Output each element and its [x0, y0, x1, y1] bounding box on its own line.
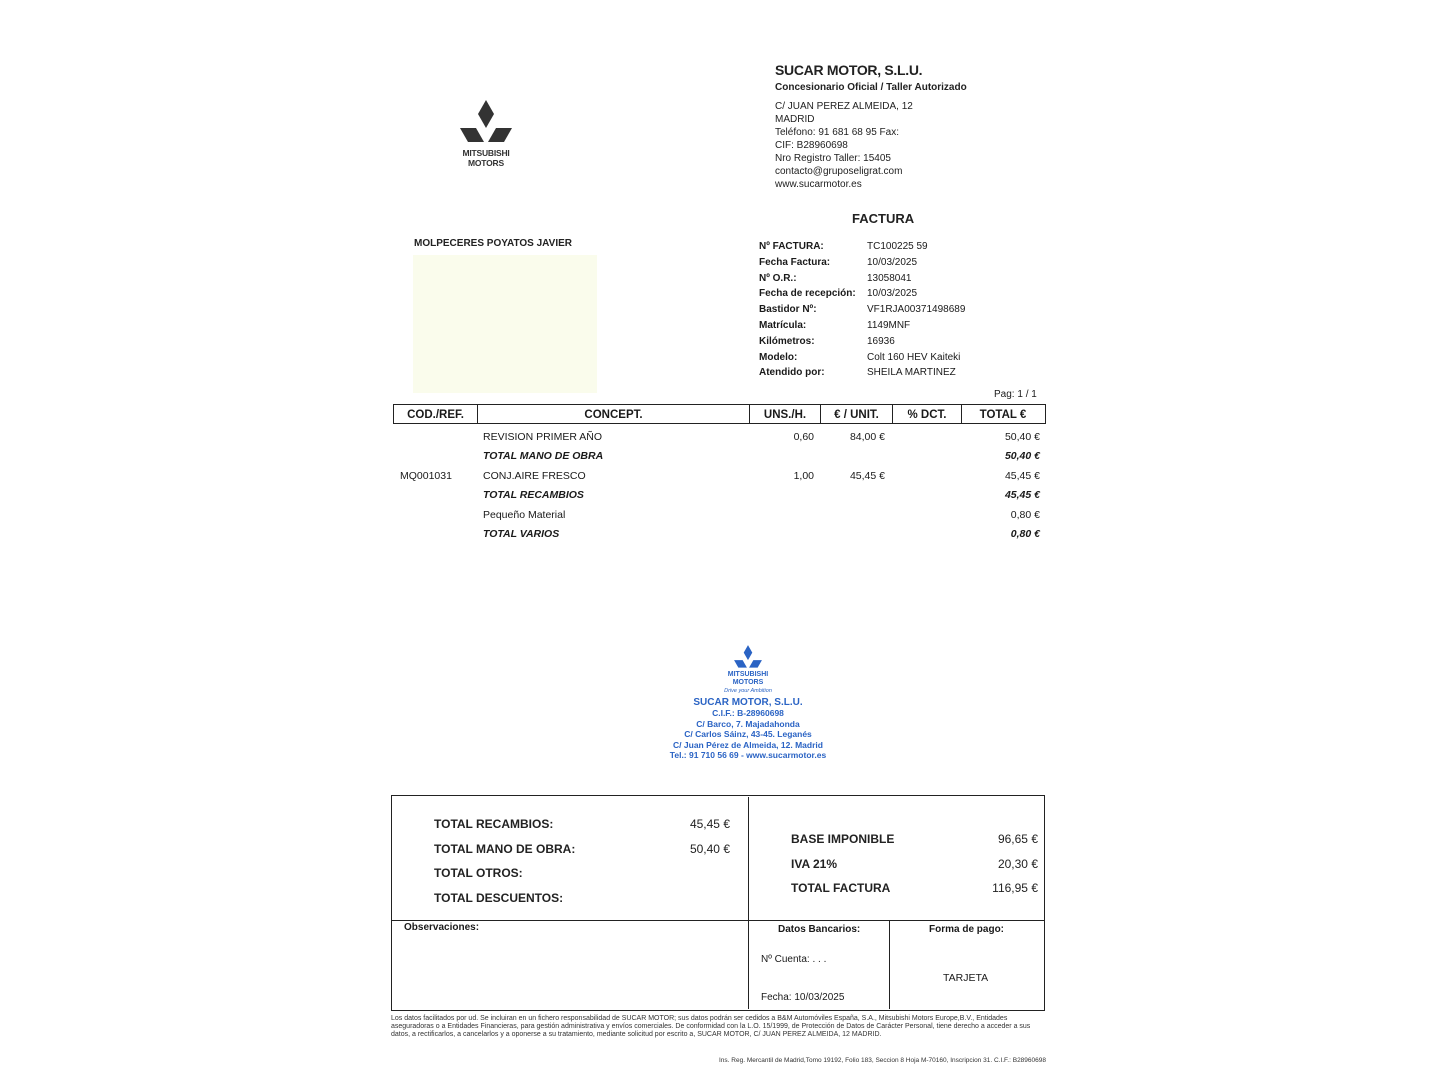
- col-header-discount: % DCT.: [893, 405, 962, 423]
- stamp-brand-line1: MITSUBISHI: [727, 671, 769, 678]
- summary-value: 50,40 €: [689, 842, 730, 856]
- meta-row: [759, 241, 965, 257]
- summary-label: BASE IMPONIBLE: [791, 832, 895, 846]
- stamp-company-name: SUCAR MOTOR, S.L.U.: [693, 697, 803, 708]
- meta-label: Matrícula:: [759, 319, 807, 331]
- stamp-tagline: Drive your Ambition: [724, 688, 772, 694]
- row-total: 0,80 €: [1010, 528, 1040, 540]
- logo-brand-line1: MITSUBISHI: [462, 148, 510, 158]
- summary-label: TOTAL FACTURA: [791, 881, 891, 895]
- meta-label: Nº FACTURA:: [759, 241, 824, 252]
- company-name: SUCAR MOTOR, S.L.U.: [775, 62, 923, 78]
- mitsubishi-diamonds-icon: [458, 100, 514, 148]
- row-concept: TOTAL RECAMBIOS: [483, 489, 584, 501]
- bank-date: Fecha: 10/03/2025: [761, 992, 845, 1003]
- stamp-address-3: C/ Juan Pérez de Almeida, 12. Madrid: [673, 739, 823, 750]
- table-row: [393, 470, 1046, 488]
- payment-method-label: Forma de pago:: [929, 924, 1005, 935]
- row-concept: TOTAL MANO DE OBRA: [483, 450, 604, 462]
- row-total: 50,40 €: [1004, 450, 1040, 462]
- page-indicator: Pag: 1 / 1: [994, 389, 1037, 400]
- row-code: MQ001031: [400, 470, 452, 482]
- row-unit-price: 45,45 €: [849, 470, 885, 482]
- table-row: [393, 431, 1046, 449]
- company-phone: Teléfono: 91 681 68 95 Fax:: [775, 127, 899, 138]
- meta-value: Colt 160 HEV Kaiteki: [867, 351, 961, 363]
- meta-value: 13058041: [867, 272, 912, 284]
- row-total: 45,45 €: [1004, 470, 1040, 482]
- summary-label: TOTAL MANO DE OBRA:: [434, 842, 576, 856]
- customer-name: MOLPECERES POYATOS JAVIER: [414, 238, 573, 249]
- dealer-stamp: [668, 645, 828, 761]
- stamp-cif: C.I.F.: B-28960698: [712, 708, 784, 718]
- stamp-address-2: C/ Carlos Sáinz, 43-45. Leganés: [684, 729, 812, 739]
- meta-value: 1149MNF: [867, 319, 911, 331]
- row-total: 45,45 €: [1004, 489, 1040, 501]
- summary-label: TOTAL OTROS:: [434, 866, 523, 880]
- summary-value: 96,65 €: [997, 832, 1038, 846]
- company-website: www.sucarmotor.es: [775, 179, 862, 190]
- table-row: [393, 450, 1046, 468]
- meta-row: [759, 273, 965, 289]
- row-concept: CONJ.AIRE FRESCO: [483, 470, 586, 482]
- company-address: C/ JUAN PEREZ ALMEIDA, 12: [775, 101, 913, 112]
- meta-row: [759, 320, 965, 336]
- meta-value: 10/03/2025: [867, 288, 918, 300]
- meta-row: [759, 304, 965, 320]
- mitsubishi-logo: [455, 100, 517, 168]
- meta-label: Nº O.R.:: [759, 272, 797, 284]
- meta-row: [759, 288, 965, 304]
- mitsubishi-diamonds-icon: [733, 645, 763, 671]
- col-header-unit-price: € / UNIT.: [821, 405, 893, 423]
- company-subtitle: Concesionario Oficial / Taller Autorizado: [775, 82, 967, 93]
- bank-details-label: Datos Bancarios:: [778, 924, 861, 935]
- row-unit-price: 84,00 €: [849, 431, 885, 443]
- company-workshop-registry: Nro Registro Taller: 15405: [775, 153, 891, 164]
- table-row: [393, 489, 1046, 507]
- meta-row: [759, 257, 965, 273]
- meta-value: 16936: [867, 335, 895, 347]
- meta-row: [759, 336, 965, 352]
- meta-value: SHEILA MARTINEZ: [867, 367, 956, 379]
- row-total: 0,80 €: [1010, 509, 1040, 521]
- payment-method-value: TARJETA: [943, 972, 989, 984]
- summary-value: 20,30 €: [997, 857, 1038, 871]
- meta-label: Modelo:: [759, 351, 798, 363]
- row-total: 50,40 €: [1004, 431, 1040, 443]
- summary-divider: [748, 797, 749, 1009]
- col-header-total: TOTAL €: [979, 409, 1027, 421]
- meta-value: TC100225 59: [867, 241, 928, 252]
- row-concept: REVISION PRIMER AÑO: [483, 431, 603, 443]
- stamp-phone: Tel.: 91 710 56 69 - www.sucarmotor.es: [669, 750, 827, 760]
- legal-notice: Los datos facilitados por ud. Se incluiran en un fichero responsabilidad de SUCAR MOTOR; sus datos podrán ser cedidos a B&M Automóviles España, S.A., Mitsubishi Motors Europe,B.V., Entidades aseguradoras o a Entidades Financieras, para gestión administrativa y envíos comerciales. De conformidad con la L.O. 15/1999, de Protección de Datos de Carácter Personal, tiene derecho a acceder a sus datos, a rectificarlos, a cancelarlos y a oponerse a su tratamiento, mediante solicitud por escrito a, SUCAR MOTOR, C/ JUAN PEREZ ALMEIDA, 12 MADRID.: [391, 1015, 1031, 1038]
- invoice-meta: [759, 241, 965, 383]
- customer-address-redacted: [413, 255, 597, 393]
- summary-divider: [391, 920, 1045, 921]
- meta-label: Bastidor Nº:: [759, 304, 817, 316]
- document-title: FACTURA: [852, 211, 915, 226]
- meta-row: [759, 352, 965, 368]
- meta-value: 10/03/2025: [867, 256, 918, 268]
- company-email: contacto@gruposeligrat.com: [775, 166, 903, 177]
- meta-label: Atendido por:: [759, 367, 825, 379]
- col-header-units: UNS./H.: [750, 405, 821, 423]
- col-header-code: COD./REF.: [394, 405, 478, 423]
- row-concept: TOTAL VARIOS: [483, 528, 560, 540]
- company-info: [775, 62, 967, 191]
- summary-value: 116,95 €: [992, 881, 1038, 895]
- meta-value: VF1RJA00371498689: [867, 304, 966, 316]
- meta-label: Fecha Factura:: [759, 256, 831, 268]
- table-row: [393, 528, 1046, 546]
- observations-label: Observaciones:: [404, 922, 480, 933]
- company-cif: CIF: B28960698: [775, 140, 848, 151]
- stamp-address-1: C/ Barco, 7. Majadahonda: [696, 718, 800, 729]
- summary-label: IVA 21%: [791, 857, 838, 871]
- summary-label: TOTAL DESCUENTOS:: [434, 891, 564, 905]
- row-units: 1,00: [793, 470, 814, 482]
- meta-label: Fecha de recepción:: [759, 288, 856, 300]
- table-row: [393, 509, 1046, 527]
- row-units: 0,60: [793, 431, 814, 443]
- items-table-header: [393, 404, 1046, 424]
- summary-divider: [889, 920, 890, 1009]
- logo-brand-line2: MOTORS: [468, 158, 504, 168]
- summary-value: 45,45 €: [689, 817, 730, 831]
- stamp-brand-line2: MOTORS: [732, 679, 764, 686]
- meta-label: Kilómetros:: [759, 335, 815, 347]
- col-header-concept: CONCEPT.: [478, 405, 750, 423]
- registry-notice: Ins. Reg. Mercantil de Madrid,Tomo 19192, Folio 183, Seccion 8 Hoja M-70160, Inscripcion 31. C.I.F.: B28960698: [719, 1057, 1046, 1064]
- account-number: Nº Cuenta: . . .: [761, 954, 827, 965]
- row-concept: Pequeño Material: [483, 509, 566, 521]
- summary-label: TOTAL RECAMBIOS:: [434, 817, 554, 831]
- meta-row: [759, 367, 965, 383]
- company-city: MADRID: [775, 114, 815, 125]
